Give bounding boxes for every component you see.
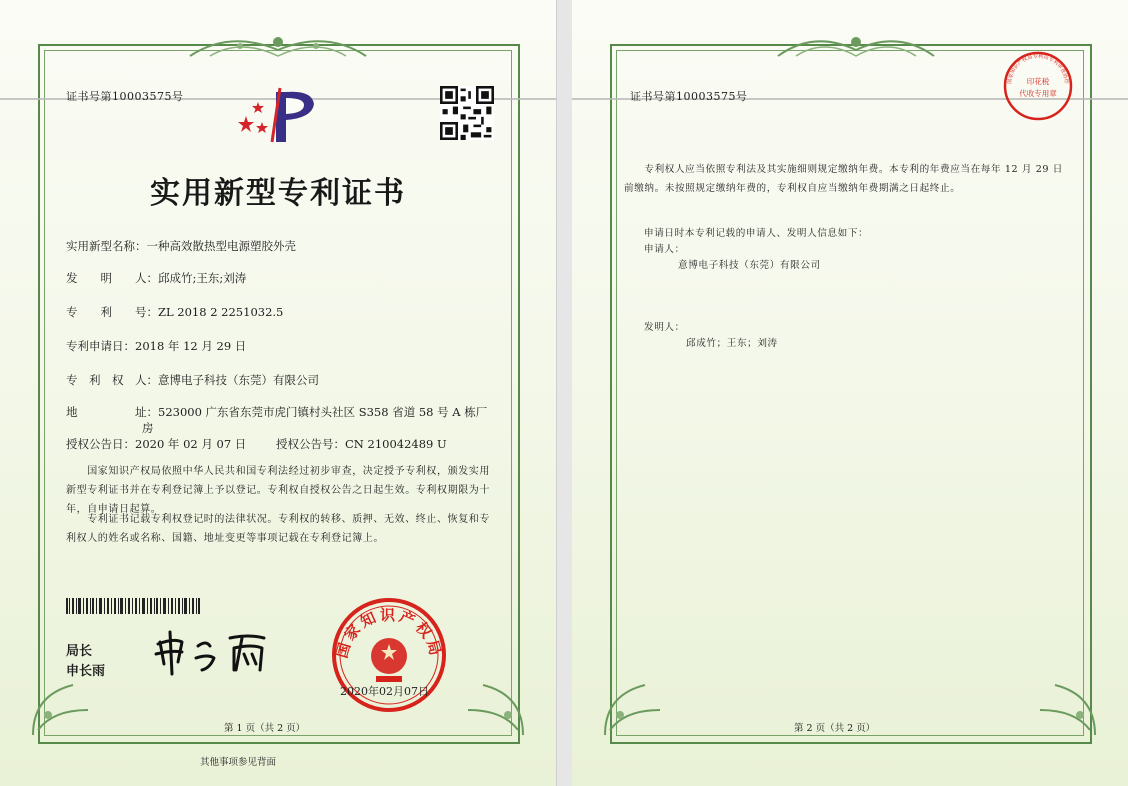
qr-code-icon [440, 86, 494, 140]
field-label: 发 明 人： [66, 271, 158, 285]
text-line: 利权人的姓名或名称、国籍、地址变更等事项记载在专利登记簿上。 [66, 533, 384, 544]
field-value: 一种高效散热型电源塑胶外壳 [146, 239, 296, 253]
field-address-line2: 房 [142, 421, 154, 435]
field-patent-number [66, 304, 283, 320]
certificate-title: 实用新型专利证书 [150, 176, 406, 211]
field-value: 邱成竹;王东;刘涛 [158, 271, 247, 285]
director-name: 申长雨 [66, 664, 106, 679]
text-line: 年，自申请日起算。 [66, 504, 162, 515]
corner-ornament-br [458, 670, 528, 740]
field-label: 专 利 权 人： [66, 373, 158, 387]
seal-date: 2020年02月07日 [340, 685, 429, 698]
back-note: 其他事项参见背面 [200, 757, 277, 768]
text-line: 专利权人应当依照专利法及其实施细则规定缴纳年费。本专利的年费应当在每年 12 月 29 日 [624, 164, 1063, 175]
cnipa-logo-icon [236, 84, 324, 144]
corner-ornament-br [1030, 670, 1100, 740]
top-ornament [768, 26, 944, 66]
field-address [66, 404, 487, 420]
certificate-number: 证书号第10003575号 [630, 90, 748, 103]
seal-line: 印花税 [1026, 77, 1050, 86]
field-label: 专利申请日： [66, 339, 135, 353]
director-title: 局长 [66, 644, 93, 659]
seal-text: 国家知识产权局 [332, 606, 446, 661]
field-value: CN 210042489 U [345, 437, 447, 451]
page-indicator: 第 2 页（共 2 页） [794, 723, 876, 734]
certificate-page-1 [0, 0, 556, 786]
certificate-number: 证书号第10003575号 [66, 90, 184, 103]
top-ornament [180, 26, 376, 66]
page-indicator: 第 1 页（共 2 页） [224, 723, 306, 734]
field-label: 授权公告日： [66, 437, 135, 451]
svg-text:国家知识产权局 [333, 606, 446, 660]
field-label: 授权公告号： [276, 437, 345, 451]
text-line: 前缴纳。未按照规定缴纳年费的，专利权自应当缴纳年费期满之日起终止。 [624, 183, 961, 194]
page-border-inner [616, 50, 1084, 736]
applicant-info-intro: 申请日时本专利记载的申请人、发明人信息如下： [644, 228, 869, 239]
inventor-label: 发明人： [644, 322, 685, 333]
field-label: 专 利 号： [66, 305, 158, 319]
corner-ornament-bl [28, 670, 98, 740]
field-label: 地 址： [66, 405, 158, 419]
applicant-label: 申请人： [644, 244, 685, 255]
annual-fee-notice [624, 160, 1063, 198]
applicant-value: 意博电子科技（东莞）有限公司 [678, 260, 821, 271]
field-value: 2018 年 12 月 29 日 [135, 339, 247, 353]
seal-arc-text: 国家知识产权局专利局专利审查协作 [1006, 53, 1070, 85]
legal-status-statement [66, 510, 490, 548]
seal-line: 代收专用章 [1019, 89, 1057, 98]
handwritten-signature [152, 624, 282, 678]
field-value: 意博电子科技（东莞）有限公司 [158, 373, 319, 387]
field-value: 523000 广东省东莞市虎门镇村头社区 S358 省道 58 号 A 栋厂 [158, 405, 488, 419]
field-grant-date [66, 436, 246, 452]
field-utility-model-name [66, 238, 296, 254]
field-inventors [66, 270, 246, 286]
field-value: ZL 2018 2 2251032.5 [158, 305, 284, 319]
inventor-value: 邱成竹；王东；刘涛 [686, 338, 778, 349]
field-value: 2020 年 02 月 07 日 [135, 437, 247, 451]
barcode-icon [66, 598, 200, 614]
text-line: 国家知识产权局依照中华人民共和国专利法经过初步审查，决定授予专利权，颁发实用 [66, 466, 490, 477]
text-line: 新型专利证书并在专利登记簿上予以登记。专利权自授权公告之日起生效。专利权期限为十 [66, 485, 490, 496]
field-application-date [66, 338, 246, 354]
corner-ornament-bl [600, 670, 670, 740]
field-patentee [66, 372, 319, 388]
field-publication-number [276, 436, 447, 452]
stamp-duty-seal [1002, 50, 1074, 122]
field-label: 实用新型名称： [66, 239, 147, 253]
text-line: 专利证书记载专利权登记时的法律状况。专利权的转移、质押、无效、终止、恢复和专 [66, 514, 490, 525]
